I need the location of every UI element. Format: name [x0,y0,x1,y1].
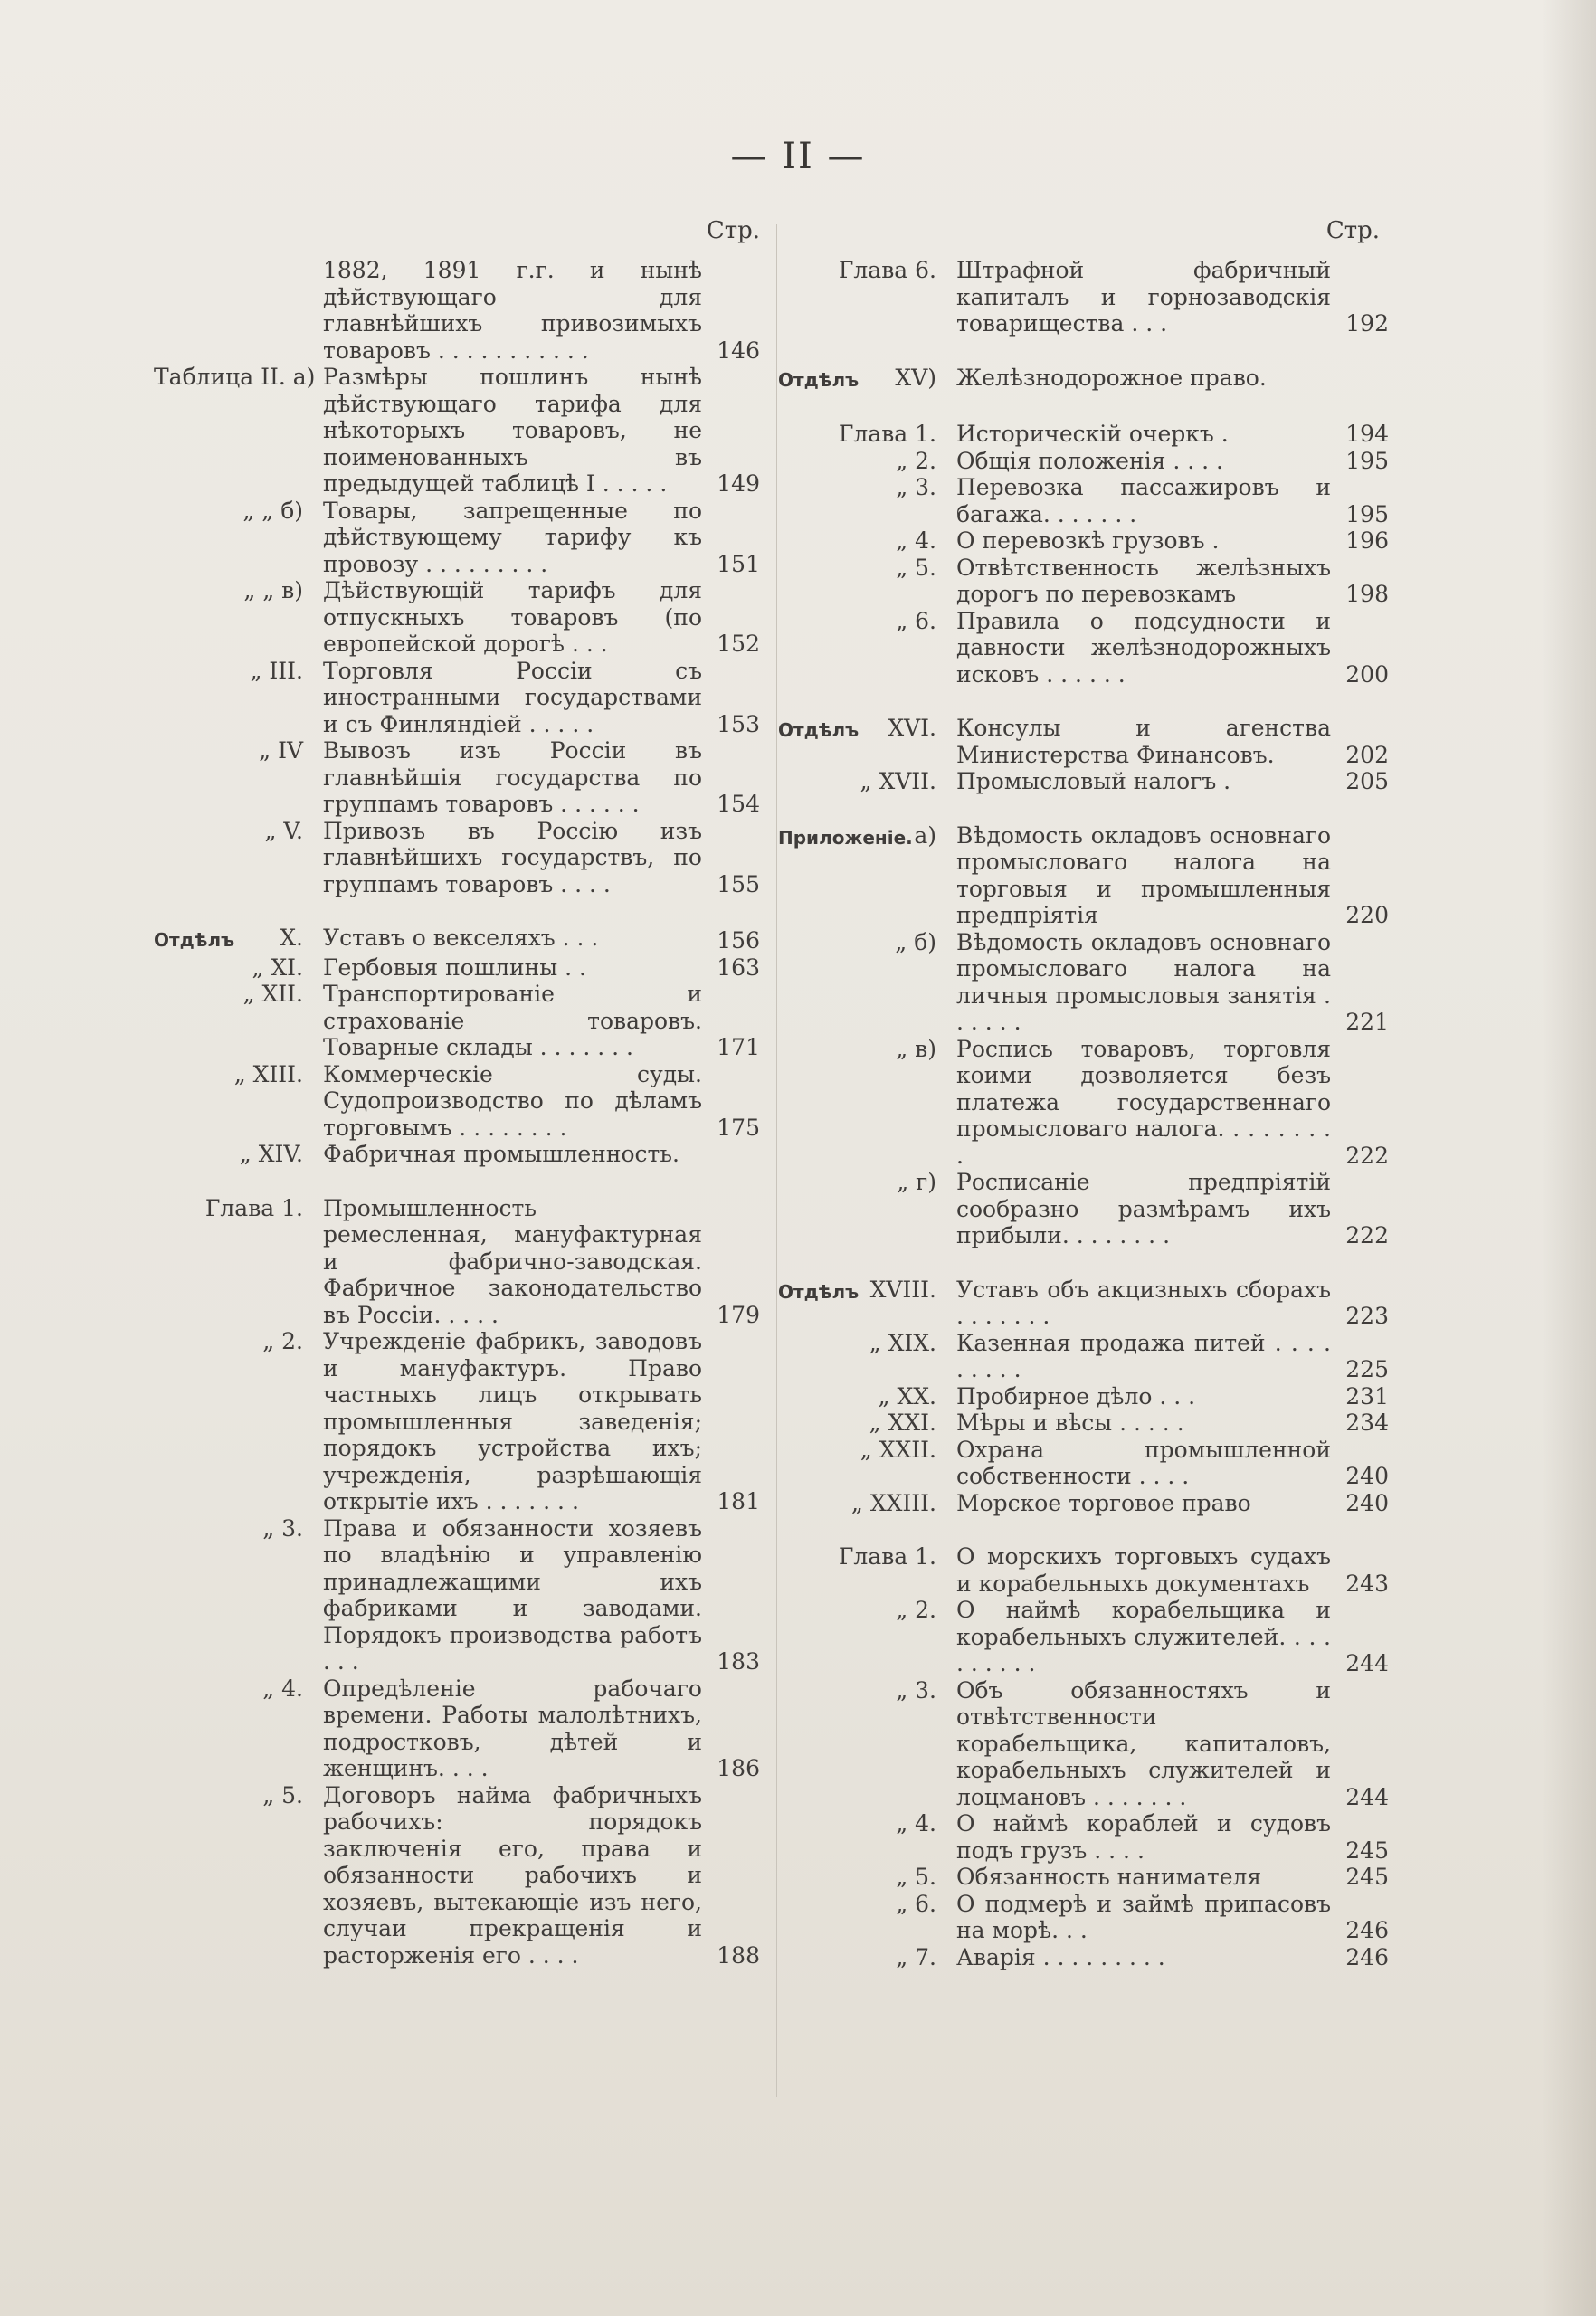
toc-entry-title: Казенная продажа питей . . . . . . . . . [956,1329,1331,1382]
toc-entry-page: 220 [1345,902,1389,928]
toc-entry-title: Фабричная промышленность. [323,1141,679,1167]
toc-entry-label: „ г) [897,1169,936,1195]
toc-entry-title: Вывозъ изъ Россіи въ главнѣйшія государства по группамъ товаровъ . . . . . . [323,737,702,817]
toc-entry-title: О перевозкѣ грузовъ . [956,527,1220,554]
toc-entry-label: „ V. [264,817,303,844]
toc-entry-page: 196 [1345,527,1389,554]
toc-entry-title: Желѣзнодорожное право. [956,364,1267,391]
toc-entry [778,1410,1389,1437]
toc-entry [154,981,760,1061]
toc-entry-title: Историческій очеркъ . [956,421,1229,447]
toc-entry-title: Уставъ объ акцизныхъ сборахъ . . . . . . . [956,1276,1331,1329]
section-gap [778,394,1389,421]
toc-entry [778,1597,1389,1677]
toc-entry-label: Глава 1. [838,1543,936,1570]
toc-entry [154,498,760,578]
toc-entry-page: 149 [717,470,760,497]
toc-entry [778,1864,1389,1891]
toc-entry [778,527,1389,555]
toc-entry-page: 202 [1345,741,1389,768]
toc-entry-page: 246 [1345,1917,1389,1943]
toc-entry-label: „ XX. [878,1382,936,1410]
toc-entry [778,1543,1389,1597]
toc-entry [778,608,1389,688]
section-gap [778,795,1389,822]
section-gap [778,688,1389,715]
page-number-header: — II — [730,136,866,177]
left-toc-entries [154,257,760,1969]
toc-entry-label: „ „ б) [242,497,303,524]
toc-entry-label: XVIII. [869,1276,936,1303]
toc-entry [154,577,760,658]
page-column-label-left: Стр. [706,217,760,244]
toc-entry [154,1675,760,1782]
toc-entry-page: 221 [1345,1009,1389,1035]
toc-entry-title: Транспортированіе и страхованіе товаровъ. Товарные склады . . . . . . . [323,981,702,1060]
toc-entry-label: а) [914,821,936,849]
toc-entry-label: „ XIV. [239,1141,303,1167]
toc-entry-label: Глава 1. [204,1194,303,1221]
toc-entry-title: Морское торговое право [956,1489,1251,1516]
toc-entry-title: Аварія . . . . . . . . . [956,1943,1165,1970]
toc-entry-page: 231 [1345,1382,1389,1410]
toc-entry [154,818,760,898]
toc-entry-page: 192 [1345,310,1389,337]
toc-entry-title: Консулы и агенства Министерства Финансовъ. [956,715,1331,768]
toc-entry-title: Торговля Россіи съ иностранными государствами и съ Финляндіей . . . . . [323,657,702,737]
toc-entry-label: „ 6. [896,1890,936,1917]
toc-entry [154,364,760,498]
section-gap [154,1168,760,1195]
toc-entry-label: XVI. [888,715,936,741]
toc-entry-label: „ XI. [252,954,303,981]
toc-entry-title: Общія положенія . . . . [956,447,1223,474]
toc-entry-title: Размѣры пошлинъ нынѣ дѣйствующаго тарифа для нѣкоторыхъ товаровъ, не поименованныхъ въ предыдущей таблицѣ I . . . . . [323,364,702,497]
toc-entry-title: Гербовыя пошлины . . [323,954,586,981]
toc-entry [778,1330,1389,1383]
toc-entry-page: 151 [717,550,760,577]
toc-entry-page: 188 [717,1941,760,1969]
toc-entry [154,658,760,738]
toc-entry [778,1036,1389,1170]
toc-entry-page: 222 [1345,1222,1389,1248]
toc-entry [778,1437,1389,1490]
toc-entry [778,1891,1389,1944]
toc-entry-title: Опредѣленіе рабочаго времени. Работы малолѣтнихъ, подростковъ, дѣтей и женщинъ. . . . [323,1675,702,1781]
toc-entry-page: 146 [717,337,760,364]
toc-entry-page: 245 [1345,1864,1389,1890]
column-divider [776,224,777,2097]
toc-entry-page: 198 [1345,581,1389,607]
toc-entry-title: 1882, 1891 г.г. и нынѣ дѣйствующаго для главнѣйшихъ привозимыхъ товаровъ . . . . . . . . . . . [323,257,702,364]
toc-entry-section: Приложеніе. [778,826,913,849]
toc-entry-section: Отдѣлъ [778,368,860,391]
toc-entry-title: Промышленность ремесленная, мануфактурная и фабрично-заводская. Фабричное законодательство въ Россіи. . . . . [323,1194,702,1328]
toc-entry-title: Договоръ найма фабричныхъ рабочихъ: порядокъ заключенія его, права и обязанности рабочихъ и хозяевъ, вытекающіе изъ него, случаи прекращенія и расторженія его . . . . [323,1781,702,1969]
toc-entry-page: 186 [717,1755,760,1781]
toc-entry-label: „ б) [895,928,936,955]
toc-entry-label: „ XXI. [869,1410,936,1436]
section-gap [778,337,1389,365]
toc-entry-label: „ XVII. [860,768,936,794]
toc-entry-label: Глава 6. [838,257,936,283]
toc-entry-title: Объ обязанностяхъ и отвѣтственности корабельщика, капиталовъ, корабельныхъ служителей и лоцмановъ . . . . . . . [956,1676,1331,1810]
toc-entry-label: „ 5. [896,1864,936,1890]
toc-entry-label: „ 3. [896,474,936,500]
toc-entry-page: 205 [1345,768,1389,794]
toc-entry-label: „ 5. [262,1781,303,1808]
toc-entry [778,448,1389,475]
toc-entry [154,954,760,982]
toc-entry-page: 155 [717,870,760,897]
toc-entry-title: Товары, запрещенные по дѣйствующему тарифу къ провозу . . . . . . . . . [323,497,702,577]
toc-entry-title: Вѣдомость окладовъ основнаго промысловаго налога на личныя промысловыя занятія . . . . . . [956,928,1331,1035]
toc-entry-title: Штрафной фабричный капиталъ и горнозаводскія товарищества . . . [956,257,1331,337]
toc-entry-label: „ IV [259,737,303,764]
toc-entry-title: Дѣйствующій тарифъ для отпускныхъ товаровъ (по европейской дорогѣ . . . [323,577,702,657]
toc-entry-page: 153 [717,710,760,737]
toc-entry-title: Привозъ въ Россію изъ главнѣйшихъ государствъ, по группамъ товаровъ . . . . [323,817,702,897]
toc-entry [778,1490,1389,1517]
toc-entry-label: „ XII. [242,981,303,1007]
toc-entry-label: „ 3. [896,1676,936,1704]
toc-entry-page: 152 [717,631,760,657]
toc-entry [778,474,1389,527]
toc-entry [154,1061,760,1142]
toc-entry-label: „ 4. [896,527,936,554]
toc-entry-title: Промысловый налогъ . [956,768,1231,794]
toc-entry [154,1782,760,1970]
toc-entry-page: 195 [1345,447,1389,474]
toc-entry [778,1277,1389,1330]
toc-entry-title: О подмерѣ и займѣ припасовъ на морѣ. . . [956,1890,1331,1943]
toc-entry-section: Отдѣлъ [154,929,235,951]
toc-entry-label: „ 4. [896,1810,936,1837]
toc-entry-page: 225 [1345,1356,1389,1382]
right-toc-entries [778,257,1389,1970]
toc-entry [778,822,1389,929]
toc-entry-label: „ XXII. [860,1436,936,1463]
toc-entry-label: „ 5. [896,554,936,581]
toc-entry-title: Вѣдомость окладовъ основнаго промысловаго налога на торговыя и промышленныя предпріятія [956,821,1331,928]
toc-entry-page: 244 [1345,1783,1389,1810]
toc-entry [154,257,760,364]
toc-entry-label: „ 4. [262,1675,303,1702]
toc-entry-title: Перевозка пассажировъ и багажа. . . . . . . [956,474,1331,527]
toc-entry-page: 246 [1345,1943,1389,1970]
toc-entry [778,715,1389,768]
toc-entry-page: 194 [1345,421,1389,447]
toc-entry-title: О наймѣ кораблей и судовъ подъ грузъ . . . . [956,1810,1331,1864]
toc-entry [778,1810,1389,1864]
toc-entry [778,1677,1389,1811]
toc-entry-label: „ 2. [896,1597,936,1623]
toc-entry-title: Обязанность нанимателя [956,1864,1262,1890]
toc-entry-page: 243 [1345,1570,1389,1597]
toc-entry-title: Охрана промышленной собственности . . . . [956,1436,1331,1489]
toc-entry-label: Глава 1. [838,421,936,447]
toc-entry-title: Коммерческіе суды. Судопроизводство по дѣламъ торговымъ . . . . . . . . [323,1060,702,1141]
toc-entry-page: 240 [1345,1463,1389,1489]
toc-entry-title: Учрежденіе фабрикъ, заводовъ и мануфактуръ. Право частныхъ лицъ открывать промышленныя заведенія; порядокъ устройства ихъ; учрежденія, разрѣшающія открытіе ихъ . . . . . . . [323,1328,702,1514]
toc-entry [778,1169,1389,1249]
toc-entry-page: 181 [717,1488,760,1514]
toc-entry-page: 183 [717,1648,760,1675]
toc-entry-label: „ XIII. [233,1060,303,1087]
toc-entry [154,925,760,954]
toc-entry [154,737,760,818]
toc-entry [154,1195,760,1329]
toc-entry [778,929,1389,1036]
section-gap [778,1516,1389,1543]
section-gap [778,1249,1389,1277]
toc-entry-title: Росписаніе предпріятій сообразно размѣрамъ ихъ прибыли. . . . . . . . [956,1169,1331,1248]
toc-entry-label: „ III. [250,657,303,684]
toc-entry-page: 156 [717,927,760,954]
page-column-label-right: Стр. [1325,217,1380,244]
toc-entry-label: „ XIX. [869,1329,936,1356]
toc-entry-label: „ 3. [262,1514,303,1542]
toc-entry [154,1515,760,1675]
toc-entry-title: Отвѣтственность желѣзныхъ дорогъ по перевозкамъ [956,554,1331,607]
toc-entry [778,365,1389,394]
toc-entry-page: 244 [1345,1650,1389,1676]
toc-entry-title: Уставъ о векселяхъ . . . [323,925,599,951]
toc-entry-label: „ XXIII. [850,1489,936,1516]
toc-entry-label: „ в) [896,1035,936,1062]
toc-entry-page: 175 [717,1114,760,1141]
toc-entry-title: Мѣры и вѣсы . . . . . [956,1410,1184,1436]
toc-entry-title: Пробирное дѣло . . . [956,1382,1196,1410]
toc-entry-section: Отдѣлъ [778,1280,860,1303]
toc-entry-page: 222 [1345,1142,1389,1169]
toc-entry-page: 223 [1345,1303,1389,1329]
toc-entry-title: Правила о подсудности и давности желѣзнодорожныхъ исковъ . . . . . . [956,607,1331,688]
toc-entry [778,1944,1389,1971]
toc-entry [154,1141,760,1168]
toc-entry-title: Права и обязанности хозяевъ по владѣнію и управленію принадлежащими ихъ фабриками и заводами. Порядокъ производства работъ . . . [323,1514,702,1675]
toc-entry-page: 245 [1345,1837,1389,1864]
toc-entry [778,257,1389,337]
toc-entry-title: Роспись товаровъ, торговля коими дозволяется безъ платежа государственнаго промысловаго налога. . . . . . . . . [956,1035,1331,1169]
toc-entry-label: Таблица II. а) [154,364,316,390]
toc-entry-label: „ 2. [262,1328,303,1354]
toc-entry [778,1383,1389,1410]
toc-entry-page: 195 [1345,500,1389,527]
toc-entry-label: „ 7. [896,1943,936,1970]
toc-entry-label: X. [280,925,303,951]
toc-entry [154,1328,760,1515]
toc-entry-label: „ 6. [896,607,936,634]
toc-entry-label: „ „ в) [243,577,303,603]
toc-entry-page: 234 [1345,1410,1389,1436]
section-gap [154,897,760,925]
toc-entry-page: 240 [1345,1489,1389,1516]
toc-entry-page: 154 [717,791,760,817]
toc-entry [778,555,1389,608]
toc-entry-page: 200 [1345,660,1389,688]
toc-entry-label: XV) [895,364,936,391]
toc-entry [778,768,1389,795]
toc-entry [778,421,1389,448]
toc-entry-title: О наймѣ корабельщика и корабельныхъ служителей. . . . . . . . . . [956,1597,1331,1676]
toc-entry-label: „ 2. [896,447,936,474]
toc-entry-page: 171 [717,1034,760,1060]
toc-entry-section: Отдѣлъ [778,719,860,741]
toc-entry-page: 179 [717,1301,760,1328]
toc-entry-page: 163 [717,954,760,981]
toc-entry-title: О морскихъ торговыхъ судахъ и корабельныхъ документахъ [956,1543,1331,1597]
